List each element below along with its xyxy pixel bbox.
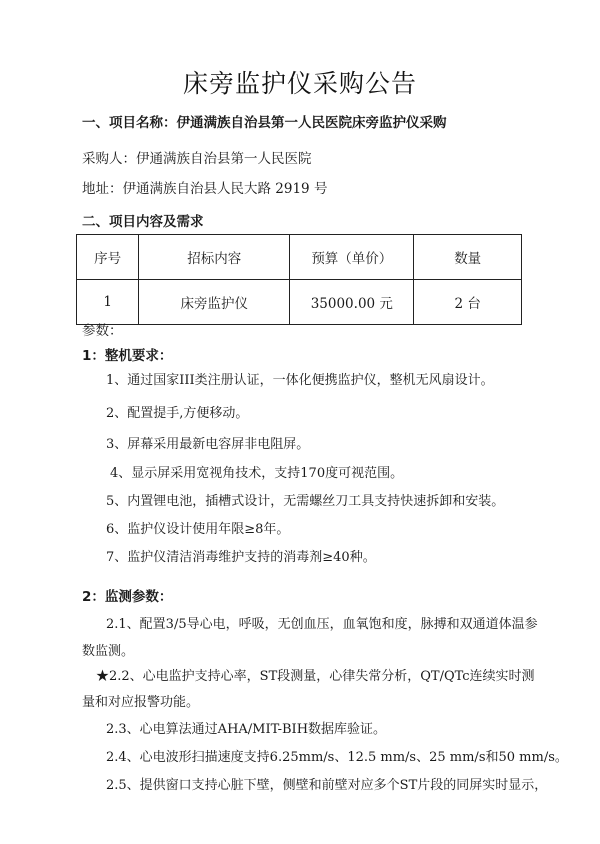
- table-cell: 1: [77, 280, 139, 325]
- monitor-param-line: 数监测。: [82, 644, 135, 659]
- document-title: 床旁监护仪采购公告: [182, 69, 417, 98]
- monitor-param-line: 2.3、心电算法通过AHA/MIT-BIH数据库验证。: [106, 722, 387, 737]
- machine-requirements-heading: 1：整机要求：: [82, 348, 173, 364]
- table-header-cell: 预算（单价）: [290, 235, 414, 280]
- machine-requirement-item: 5、内置锂电池，插槽式设计，无需螺丝刀工具支持快速拆卸和安装。: [106, 494, 505, 509]
- monitor-param-line: ★2.2、心电监护支持心率，ST段测量，心律失常分析，QT/QTc连续实时测: [96, 669, 535, 684]
- table-header-cell: 招标内容: [139, 235, 290, 280]
- params-label: 参数：: [82, 323, 123, 339]
- requirements-table: [76, 234, 522, 325]
- monitor-param-line: 2.5、提供窗口支持心脏下壁，侧壁和前壁对应多个ST片段的同屏实时显示，: [106, 778, 548, 793]
- machine-requirement-item: 2、配置提手,方便移动。: [106, 406, 249, 421]
- machine-requirement-item: 1、通过国家III类注册认证，一体化便携监护仪，整机无风扇设计。: [106, 373, 494, 388]
- machine-requirement-item: 7、监护仪清洁消毒维护支持的消毒剂≥40种。: [106, 550, 376, 565]
- machine-requirement-item: 6、监护仪设计使用年限≥8年。: [106, 522, 290, 537]
- machine-requirement-item: 4、显示屏采用宽视角技术，支持170度可视范围。: [110, 466, 404, 481]
- address-line: 地址：伊通满族自治县人民大路 2919 号: [82, 181, 328, 197]
- table-cell: 床旁监护仪: [139, 280, 290, 325]
- table-cell: 2 台: [414, 280, 522, 325]
- project-name-line: 一、项目名称：伊通满族自治县第一人民医院床旁监护仪采购: [82, 115, 447, 131]
- purchaser-line: 采购人：伊通满族自治县第一人民医院: [82, 151, 312, 167]
- monitor-params-heading: 2：监测参数：: [82, 589, 173, 605]
- table-header-row: [77, 235, 522, 280]
- monitor-param-line: 2.1、配置3/5导心电，呼吸，无创血压，血氧饱和度，脉搏和双通道体温参: [106, 617, 538, 632]
- table-header-cell: 序号: [77, 235, 139, 280]
- monitor-param-line: 2.4、心电波形扫描速度支持6.25mm/s、12.5 mm/s、25 mm/s和50 mm/s。: [106, 750, 568, 765]
- machine-requirement-item: 3、屏幕采用最新电容屏非电阻屏。: [106, 437, 310, 452]
- table-row: [77, 280, 522, 325]
- table-cell: 35000.00 元: [290, 280, 414, 325]
- table-header-cell: 数量: [414, 235, 522, 280]
- section2-heading: 二、项目内容及需求: [82, 214, 204, 230]
- monitor-param-line: 量和对应报警功能。: [82, 695, 200, 710]
